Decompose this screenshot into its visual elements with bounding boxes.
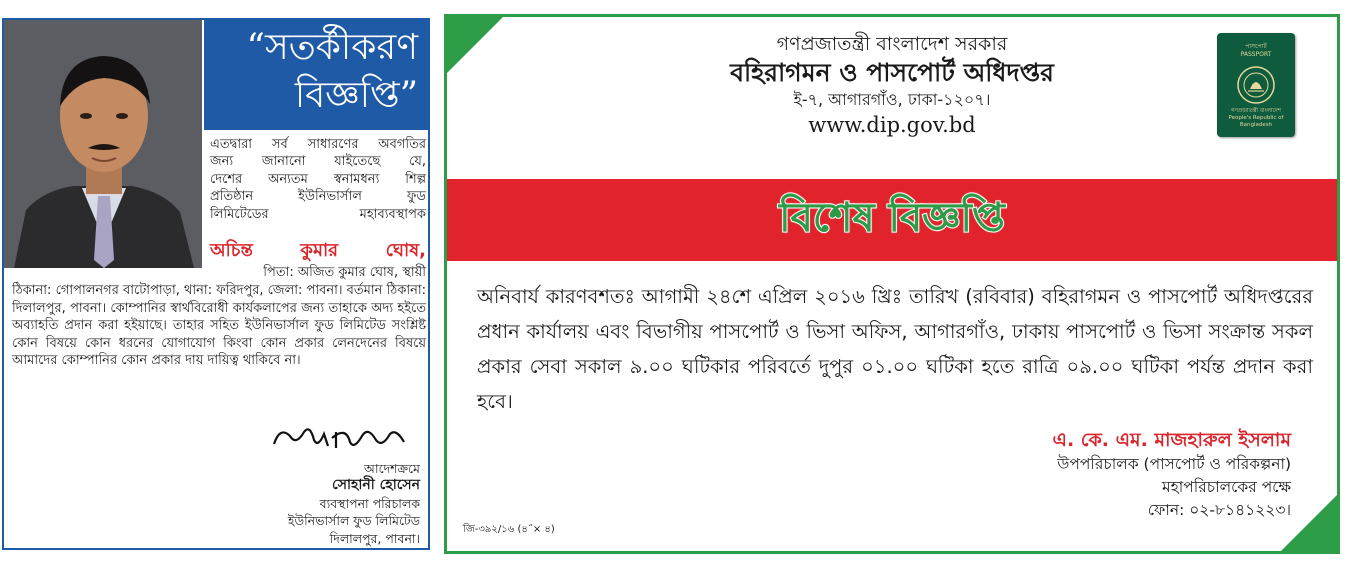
intro-line: এতদ্বারা সর্ব সাধারণের অবগতির <box>210 137 426 152</box>
warning-title-box <box>204 20 430 130</box>
passport-country-en: People's Republic of Bangladesh <box>1228 115 1284 128</box>
banner-title: বিশেষ বিজ্ঞপ্তি <box>779 195 1005 241</box>
passport-country-bn: গণপ্রজাতন্ত্রী বাংলাদেশ <box>1231 108 1281 114</box>
office-address: ই-৭, আগারগাঁও, ঢাকা-১২০৭। <box>793 90 991 109</box>
signature-block <box>288 460 420 547</box>
notice-banner <box>447 179 1337 261</box>
intro-line: লিমিটেডের মহাব্যবস্থাপক <box>210 206 426 222</box>
signer-name: সোহানী হোসেন <box>332 477 420 494</box>
intro-line: প্রতিষ্ঠান ইউনিভার্সাল ফুড <box>210 189 426 205</box>
by-order: আদেশক্রমে <box>364 461 420 476</box>
officer-name: এ. কে. এম. মাজহারুল ইসলাম <box>1052 429 1291 451</box>
national-emblem-icon <box>1236 65 1276 105</box>
passport-label-bn: পাসপোর্ট <box>1245 43 1267 50</box>
department-name: বহিরাগমন ও পাসপোর্ট অধিদপ্তর <box>730 58 1054 87</box>
company-name: ইউনিভার্সাল ফুড লিমিটেড <box>287 513 420 529</box>
office-website: www.dip.gov.bd <box>808 113 976 137</box>
dismissed-person-name: অচিন্ত কুমার ঘোষ, <box>210 240 426 261</box>
reference-code: জি-৩৯২/১৬ (৪˝× ৪) <box>463 524 555 535</box>
notice-body: অনিবার্য কারণবশতঃ আগামী ২৪শে এপ্রিল ২০১৬ খ্রিঃ তারিখ (রবিবার) বহিরাগমন ও পাসপোর্ট অধিদপ্তরের প্রধান কার্যালয় এবং বিভাগীয় পাসপোর্ট ও ভিসা অফিস, আগারগাঁও, ঢাকায় পাসপোর্ট ও ভিসা সংক্রান্ত সকল প্রকার সেবা সকাল ৯.০০ ঘটিকার পরিবর্তে দুপুর ০১.০০ ঘটিকা হতে রাত্রি ০৯.০০ ঘটিকা পর্যন্ত প্রদান করা হবে। <box>477 285 1313 413</box>
warning-intro <box>210 136 426 223</box>
father-line: পিতা: অজিত কুমার ঘোষ, স্থায়ী <box>263 265 426 280</box>
passport-label-en: PASSPORT <box>1240 51 1272 58</box>
company-location: দিলালপুর, পাবনা। <box>329 530 420 546</box>
signer-title: ব্যবস্থাপনা পরিচালক <box>319 495 420 511</box>
officer-title: উপপরিচালক (পাসপোর্ট ও পরিকল্পনা) <box>1057 455 1291 473</box>
warning-notice <box>2 18 430 550</box>
warning-title-line2: বিজ্ঞপ্তি” <box>294 75 418 116</box>
warning-title-line1: “সতর্কীকরণ <box>246 27 418 68</box>
warning-body: ঠিকানা: গোপালনগর বাটোপাড়া, থানা: ফরিদপুর, জেলা: পাবনা। বর্তমান ঠিকানা: দিলালপুর, পাবনা। কোম্পানির স্বার্থবিরোধী কার্যকলাপের জন্য তাহাকে অদ্য হইতে অব্যাহতি প্রদান করা হইয়াছে। তাহার সহিত ইউনিভার্সাল ফুড লিমিটেড সংশ্লিষ্ট কোন বিষয়ে কোন ধরনের যোগাযোগ কিংবা কোন প্রকার লেনদেনের বিষয়ে আমাদের কোম্পানির কোন প্রকার দায় দায়িত্ব থাকিবে না। <box>12 283 426 369</box>
signature-image <box>266 418 416 458</box>
passport-country <box>1217 108 1295 129</box>
government-name: গণপ্রজাতন্ত্রী বাংলাদেশ সরকার <box>776 33 1008 55</box>
special-notice <box>444 14 1340 554</box>
person-photo <box>4 20 202 268</box>
intro-line: দেশের অন্যতম স্বনামধন্য শিল্প <box>210 171 426 187</box>
officer-block <box>1052 427 1291 522</box>
office-header <box>447 31 1337 139</box>
officer-phone: ফোন: ০২-৮১৪১২২৩। <box>1147 501 1291 519</box>
intro-line: জন্য জানানো যাইতেছে যে, <box>210 154 426 170</box>
passport-icon <box>1217 33 1295 137</box>
on-behalf-line: মহাপরিচালকের পক্ষে <box>1162 478 1291 496</box>
